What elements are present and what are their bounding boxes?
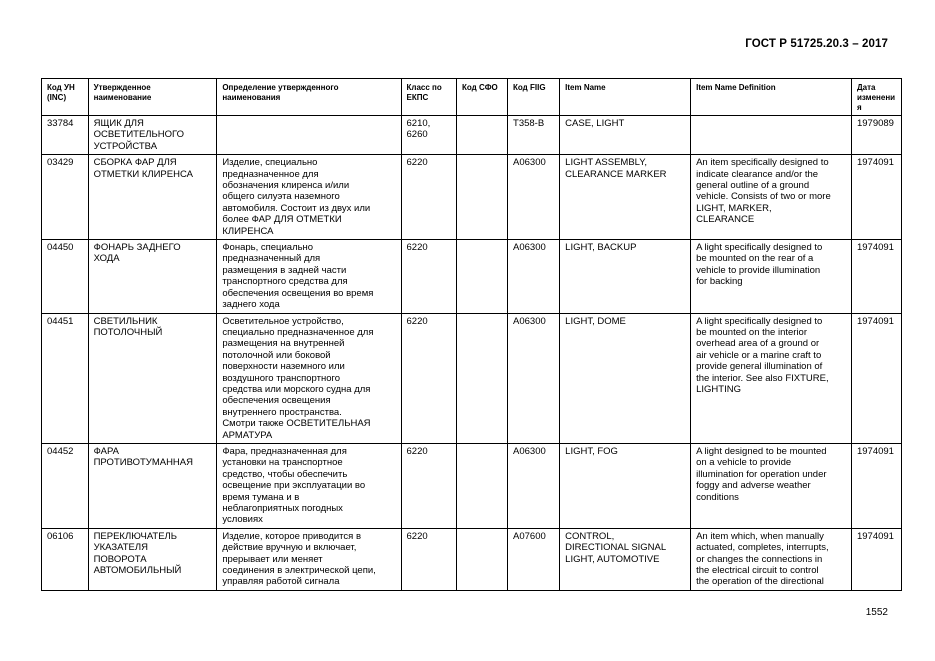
- cell-item-name: CONTROL, DIRECTIONAL SIGNAL LIGHT, AUTOMOTIVE: [560, 528, 691, 590]
- cell-definition: Изделие, специально предназначенное для обозначения клиренса и/или общего силуэта наземного автомобиля. Состоит из двух или более ФАР ДЛЯ ОТМЕТКИ КЛИРЕНСА: [217, 155, 401, 240]
- cell-change-date: 1974091: [851, 155, 901, 240]
- cell-sfo: [456, 528, 507, 590]
- cell-class: 6220: [401, 528, 456, 590]
- cell-fiig: T358-B: [508, 116, 560, 155]
- cell-item-name-definition: An item specifically designed to indicate clearance and/or the general outline of a ground vehicle. Consists of two or more LIGHT, MARKER, CLEARANCE: [691, 155, 852, 240]
- cell-sfo: [456, 443, 507, 528]
- table-row: [42, 528, 902, 590]
- cell-approved-name: ФОНАРЬ ЗАДНЕГО ХОДА: [88, 240, 217, 313]
- cell-inc: 04451: [42, 313, 89, 443]
- cell-sfo: [456, 116, 507, 155]
- cell-approved-name: ЯЩИК ДЛЯ ОСВЕТИТЕЛЬНОГО УСТРОЙСТВА: [88, 116, 217, 155]
- cell-change-date: 1974091: [851, 528, 901, 590]
- cell-approved-name: СВЕТИЛЬНИК ПОТОЛОЧНЫЙ: [88, 313, 217, 443]
- cell-approved-name: СБОРКА ФАР ДЛЯ ОТМЕТКИ КЛИРЕНСА: [88, 155, 217, 240]
- cell-change-date: 1979089: [851, 116, 901, 155]
- cell-change-date: 1974091: [851, 313, 901, 443]
- document-standard-header: ГОСТ Р 51725.20.3 – 2017: [745, 38, 888, 50]
- cell-item-name: LIGHT, BACKUP: [560, 240, 691, 313]
- cell-change-date: 1974091: [851, 443, 901, 528]
- cell-change-date: 1974091: [851, 240, 901, 313]
- cell-class: 6220: [401, 240, 456, 313]
- table-row: [42, 155, 902, 240]
- column-header-class: Класс по ЕКПС: [401, 79, 456, 116]
- column-header-item-name-definition: Item Name Definition: [691, 79, 852, 116]
- cell-item-name-definition: An item which, when manually actuated, completes, interrupts, or changes the connections in the electrical circuit to control the operation of the directional: [691, 528, 852, 590]
- page-number: 1552: [865, 607, 888, 618]
- cell-approved-name: ФАРА ПРОТИВОТУМАННАЯ: [88, 443, 217, 528]
- cell-item-name: LIGHT ASSEMBLY, CLEARANCE MARKER: [560, 155, 691, 240]
- cell-inc: 06106: [42, 528, 89, 590]
- column-header-fiig: Код FIIG: [508, 79, 560, 116]
- column-header-inc: Код УН (INC): [42, 79, 89, 116]
- cell-class: 6220: [401, 443, 456, 528]
- column-header-definition: Определение утвержденного наименования: [217, 79, 401, 116]
- cell-approved-name: ПЕРЕКЛЮЧАТЕЛЬ УКАЗАТЕЛЯ ПОВОРОТА АВТОМОБИЛЬНЫЙ: [88, 528, 217, 590]
- cell-item-name-definition: A light specifically designed to be mounted on the rear of a vehicle to provide illumination for backing: [691, 240, 852, 313]
- cell-sfo: [456, 155, 507, 240]
- cell-item-name-definition: A light specifically designed to be mounted on the interior overhead area of a ground or air vehicle or a marine craft to provide general illumination of the interior. See also FIXTURE, LIGHTING: [691, 313, 852, 443]
- cell-definition: Изделие, которое приводится в действие вручную и включает, прерывает или меняет соединения в электрической цепи, управляя работой сигнала: [217, 528, 401, 590]
- cell-definition: Фара, предназначенная для установки на транспортное средство, чтобы обеспечить освещение при эксплуатации во время тумана и в неблагоприятных погодных условиях: [217, 443, 401, 528]
- column-header-approved-name: Утвержденное наименование: [88, 79, 217, 116]
- cell-sfo: [456, 240, 507, 313]
- cell-fiig: A06300: [508, 313, 560, 443]
- cell-fiig: A06300: [508, 240, 560, 313]
- cell-class: 6210, 6260: [401, 116, 456, 155]
- cell-item-name: LIGHT, FOG: [560, 443, 691, 528]
- cell-class: 6220: [401, 313, 456, 443]
- cell-item-name: LIGHT, DOME: [560, 313, 691, 443]
- cell-inc: 04452: [42, 443, 89, 528]
- cell-definition: [217, 116, 401, 155]
- cell-inc: 03429: [42, 155, 89, 240]
- table-row: [42, 116, 902, 155]
- cell-sfo: [456, 313, 507, 443]
- cell-inc: 04450: [42, 240, 89, 313]
- cell-fiig: A06300: [508, 443, 560, 528]
- cell-item-name-definition: A light designed to be mounted on a vehicle to provide illumination for operation under foggy and adverse weather conditions: [691, 443, 852, 528]
- cell-definition: Фонарь, специально предназначенный для размещения в задней части транспортного средства для обеспечения освещения во время заднего хода: [217, 240, 401, 313]
- cell-item-name: CASE, LIGHT: [560, 116, 691, 155]
- column-header-item-name: Item Name: [560, 79, 691, 116]
- table-row: [42, 240, 902, 313]
- table-header-row: [42, 79, 902, 116]
- cell-definition: Осветительное устройство, специально предназначенное для размещения на внутренней потолочной или боковой поверхности наземного или воздушного транспортного средства или морского судна для обеспечения освещения внутреннего пространства. Смотри также ОСВЕТИТЕЛЬНАЯ АРМАТУРА: [217, 313, 401, 443]
- table-row: [42, 313, 902, 443]
- cell-inc: 33784: [42, 116, 89, 155]
- item-name-table: [41, 78, 902, 591]
- column-header-change-date: Дата изменения: [851, 79, 901, 116]
- cell-item-name-definition: [691, 116, 852, 155]
- column-header-sfo: Код СФО: [456, 79, 507, 116]
- cell-class: 6220: [401, 155, 456, 240]
- table-row: [42, 443, 902, 528]
- cell-fiig: A07600: [508, 528, 560, 590]
- cell-fiig: A06300: [508, 155, 560, 240]
